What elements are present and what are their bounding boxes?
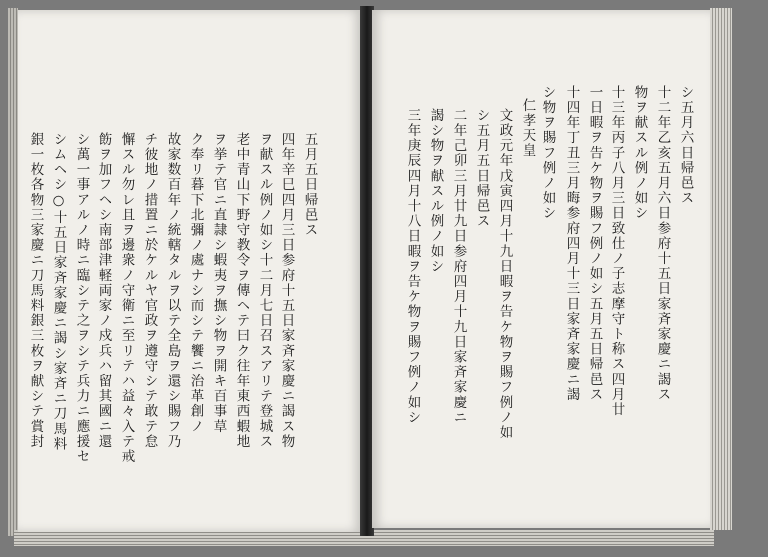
text-column: シ萬一事アルノ時ニ臨シテ之ヲシテ兵力ニ應援セ [73,132,90,465]
left-page [18,10,362,532]
text-column: 老中青山下野守教令ヲ傳ヘテ曰ク往年東西蝦地 [233,132,250,450]
text-column: 飭ヲ加フヘシ南部津軽両家ノ戍兵ハ留其國ニ還 [95,132,112,450]
text-column: 銀一枚各物三家慶ニ刀馬料銀三枚ヲ献シテ賞封 [27,132,44,450]
text-column: 文政元年戊寅四月十九日暇ヲ告ケ物ヲ賜フ例ノ如 [496,108,513,441]
text-column: 故家数百年ノ統轄タルヲ以テ全島ヲ還シ賜フ乃 [164,132,181,450]
emperor-heading: 仁孝天皇 [519,98,536,159]
right-page [372,10,710,528]
text-column: ヲ献スル例ノ如シ十二月七日召スアリテ登城ス [256,132,273,450]
text-column: シ物ヲ賜フ例ノ如シ [539,85,556,221]
text-column: 十四年丁丑三月晦参府四月十三日家斉家慶ニ謁 [563,85,580,403]
text-column: シ五月五日帰邑ス [473,108,490,229]
text-column: シ五月六日帰邑ス [677,85,694,206]
text-column: チ彼地ノ措置ニ於ケルヤ官政ヲ遵守シテ敢テ怠 [141,132,158,450]
text-column: ヲ挙テ官ニ直隷シ蝦夷ヲ撫シ物ヲ開キ百事草 [210,132,227,434]
text-column: 五月五日帰邑ス [301,132,318,238]
text-column: 懈スル勿レ且ヲ邊衆ノ守衛ニ至リテハ益々入テ戒 [118,132,135,465]
text-column: 四年辛巳四月三日参府十五日家斉家慶ニ謁ス物 [278,132,295,450]
text-column: 物ヲ献スル例ノ如シ [631,85,648,221]
text-column: 三年庚辰四月十八日暇ヲ告ケ物ヲ賜フ例ノ如シ [404,108,421,426]
text-column: ク奉リ暮下北彌ノ處ナシ而シテ饗ニ治革創ノ [187,132,204,434]
text-column: 十三年丙子八月三日致仕ノ子志摩守ト称ス四月廿 [608,85,625,418]
book-left-edge [8,8,18,536]
text-column: 二年己卯三月廿九日参府四月十九日家斉家慶ニ [450,108,467,426]
text-column: シムヘシ○十五日家斉家慶ニ謁シ家斉ニ刀馬料 [50,132,67,452]
book-right-edge [710,8,732,530]
text-column: 十二年乙亥五月六日参府十五日家斉家慶ニ謁ス [654,85,671,403]
text-column: 一日暇ヲ告ケ物ヲ賜フ例ノ如シ五月五日帰邑ス [586,85,603,403]
text-column: 謁シ物ヲ献スル例ノ如シ [427,108,444,275]
